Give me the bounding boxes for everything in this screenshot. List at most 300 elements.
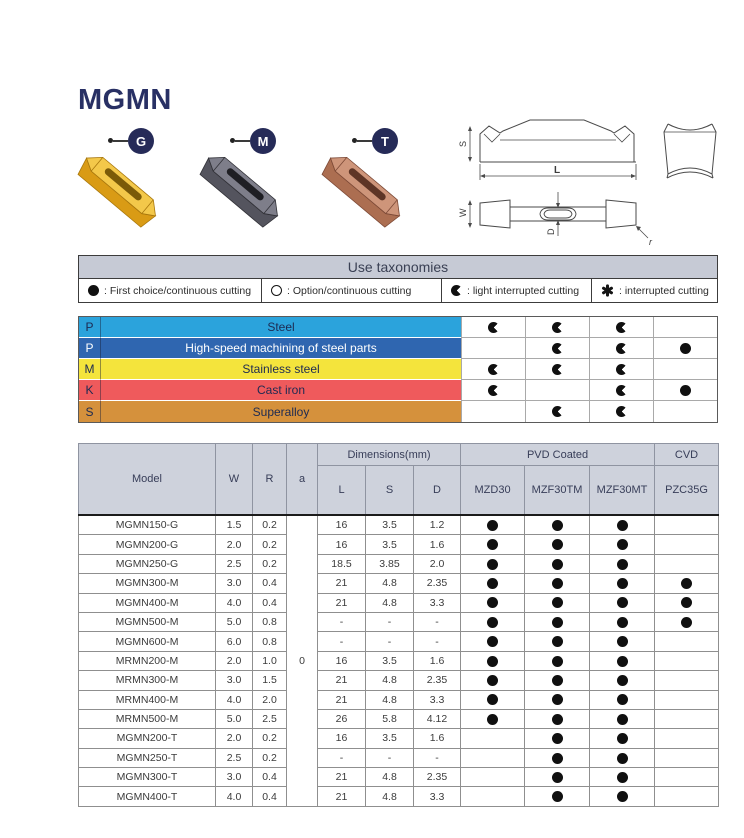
w-cell: 3.0 bbox=[216, 671, 253, 690]
mark-cell bbox=[461, 338, 525, 359]
r-cell: 0.2 bbox=[253, 554, 287, 573]
grade-mark-cell bbox=[525, 554, 590, 573]
w-cell: 5.0 bbox=[216, 612, 253, 631]
grade-mark-cell bbox=[461, 787, 525, 806]
l-cell: - bbox=[318, 612, 366, 631]
header-dimensions: Dimensions(mm) bbox=[318, 444, 461, 466]
header-s: S bbox=[366, 466, 414, 516]
mark-cell bbox=[653, 317, 717, 338]
grade-mark-cell bbox=[461, 671, 525, 690]
legend-label: : Option/continuous cutting bbox=[287, 284, 412, 297]
grade-mark-cell bbox=[655, 787, 719, 806]
half-circle-icon bbox=[616, 364, 627, 375]
spec-table bbox=[78, 443, 719, 807]
filled-circle-icon bbox=[487, 714, 498, 725]
l-cell: 21 bbox=[318, 671, 366, 690]
half-circle-icon bbox=[488, 322, 499, 333]
model-cell: MGMN500-M bbox=[79, 612, 216, 631]
l-cell: 16 bbox=[318, 515, 366, 535]
s-cell: 4.8 bbox=[366, 787, 414, 806]
grade-badge-t: T bbox=[372, 128, 398, 154]
filled-circle-icon bbox=[617, 675, 628, 686]
grade-mark-cell bbox=[655, 535, 719, 554]
filled-circle-icon bbox=[487, 675, 498, 686]
s-cell: 4.8 bbox=[366, 690, 414, 709]
spec-row bbox=[79, 651, 719, 670]
mark-cell bbox=[589, 380, 653, 401]
filled-circle-icon bbox=[617, 559, 628, 570]
model-cell: MGMN200-T bbox=[79, 729, 216, 748]
filled-circle-icon bbox=[681, 597, 692, 608]
d-cell: 2.35 bbox=[414, 574, 461, 593]
filled-circle-icon bbox=[487, 656, 498, 667]
material-code: P bbox=[79, 317, 101, 338]
s-cell: 3.5 bbox=[366, 729, 414, 748]
taxonomies-title: Use taxonomies bbox=[79, 256, 717, 279]
d-cell: 2.35 bbox=[414, 768, 461, 787]
material-code: K bbox=[79, 380, 101, 401]
legend-light-interrupted bbox=[441, 279, 591, 302]
grade-mark-cell bbox=[590, 593, 655, 612]
spec-row bbox=[79, 593, 719, 612]
dim-label-s: S bbox=[458, 140, 468, 147]
filled-circle-icon bbox=[552, 714, 563, 725]
mark-cell bbox=[525, 338, 589, 359]
mark-cell bbox=[525, 359, 589, 380]
s-cell: - bbox=[366, 748, 414, 767]
model-cell: MGMN400-T bbox=[79, 787, 216, 806]
header-w: W bbox=[216, 444, 253, 516]
filled-circle-icon bbox=[617, 520, 628, 531]
grade-mark-cell bbox=[655, 729, 719, 748]
w-cell: 2.0 bbox=[216, 729, 253, 748]
mark-cell bbox=[461, 359, 525, 380]
open-circle-icon bbox=[271, 285, 282, 296]
filled-circle-icon bbox=[487, 559, 498, 570]
s-cell: 4.8 bbox=[366, 768, 414, 787]
filled-circle-icon bbox=[552, 636, 563, 647]
taxonomy-row bbox=[79, 359, 717, 380]
s-cell: - bbox=[366, 632, 414, 651]
s-cell: 3.5 bbox=[366, 515, 414, 535]
grade-mark-cell bbox=[655, 632, 719, 651]
spec-row bbox=[79, 554, 719, 573]
l-cell: 16 bbox=[318, 729, 366, 748]
half-circle-icon bbox=[488, 364, 499, 375]
grade-mark-cell bbox=[461, 632, 525, 651]
r-cell: 0.4 bbox=[253, 787, 287, 806]
s-cell: 4.8 bbox=[366, 574, 414, 593]
filled-circle-icon bbox=[617, 714, 628, 725]
filled-circle-icon bbox=[552, 694, 563, 705]
grade-mark-cell bbox=[525, 593, 590, 612]
half-circle-icon bbox=[616, 322, 627, 333]
gray-insert-image bbox=[188, 132, 298, 242]
grade-mark-cell bbox=[655, 574, 719, 593]
r-cell: 0.8 bbox=[253, 632, 287, 651]
grade-mark-cell bbox=[590, 709, 655, 728]
l-cell: 21 bbox=[318, 574, 366, 593]
l-cell: 21 bbox=[318, 593, 366, 612]
filled-circle-icon bbox=[487, 578, 498, 589]
w-cell: 1.5 bbox=[216, 515, 253, 535]
connector-line bbox=[357, 140, 372, 142]
filled-circle-icon bbox=[681, 617, 692, 628]
w-cell: 3.0 bbox=[216, 574, 253, 593]
grade-mark-cell bbox=[590, 748, 655, 767]
w-cell: 4.0 bbox=[216, 690, 253, 709]
grade-mark-cell bbox=[525, 690, 590, 709]
spec-row bbox=[79, 768, 719, 787]
filled-circle-icon bbox=[617, 597, 628, 608]
grade-mark-cell bbox=[655, 612, 719, 631]
model-cell: MRMN400-M bbox=[79, 690, 216, 709]
s-cell: 3.5 bbox=[366, 651, 414, 670]
r-cell: 0.4 bbox=[253, 768, 287, 787]
material-name: Cast iron bbox=[101, 380, 461, 401]
grade-badge-g: G bbox=[128, 128, 154, 154]
grade-mark-cell bbox=[525, 768, 590, 787]
grade-mark-cell bbox=[590, 651, 655, 670]
material-code: M bbox=[79, 359, 101, 380]
half-circle-icon bbox=[552, 364, 563, 375]
grade-mark-cell bbox=[655, 709, 719, 728]
star-icon bbox=[601, 284, 614, 297]
header-pvd-coated: PVD Coated bbox=[461, 444, 655, 466]
grade-mark-cell bbox=[655, 593, 719, 612]
spec-row bbox=[79, 690, 719, 709]
half-circle-icon bbox=[488, 385, 499, 396]
w-cell: 4.0 bbox=[216, 593, 253, 612]
legend-label: : interrupted cutting bbox=[619, 284, 709, 297]
d-cell: 3.3 bbox=[414, 593, 461, 612]
grade-mark-cell bbox=[590, 515, 655, 535]
d-cell: - bbox=[414, 612, 461, 631]
spec-row bbox=[79, 709, 719, 728]
l-cell: 21 bbox=[318, 787, 366, 806]
filled-circle-icon bbox=[617, 694, 628, 705]
grade-mark-cell bbox=[590, 574, 655, 593]
filled-circle-icon bbox=[680, 385, 691, 396]
model-cell: MGMN300-M bbox=[79, 574, 216, 593]
header-a: a bbox=[287, 444, 318, 516]
l-cell: 16 bbox=[318, 535, 366, 554]
half-circle-icon bbox=[552, 343, 563, 354]
w-cell: 2.0 bbox=[216, 535, 253, 554]
filled-circle-icon bbox=[681, 578, 692, 589]
filled-circle-icon bbox=[552, 578, 563, 589]
header-grade-mzf30tm: MZF30TM bbox=[525, 466, 590, 516]
filled-circle-icon bbox=[617, 578, 628, 589]
spec-row bbox=[79, 574, 719, 593]
mark-cell bbox=[461, 401, 525, 422]
model-cell: MGMN300-T bbox=[79, 768, 216, 787]
grade-mark-cell bbox=[590, 690, 655, 709]
w-cell: 6.0 bbox=[216, 632, 253, 651]
r-cell: 2.0 bbox=[253, 690, 287, 709]
l-cell: - bbox=[318, 748, 366, 767]
r-cell: 0.2 bbox=[253, 748, 287, 767]
taxonomy-row bbox=[79, 317, 717, 338]
filled-circle-icon bbox=[552, 539, 563, 550]
mark-cell bbox=[589, 317, 653, 338]
filled-circle-icon bbox=[552, 791, 563, 802]
l-cell: 18.5 bbox=[318, 554, 366, 573]
l-cell: 26 bbox=[318, 709, 366, 728]
d-cell: 3.3 bbox=[414, 690, 461, 709]
material-name: Steel bbox=[101, 317, 461, 338]
grade-mark-cell bbox=[590, 535, 655, 554]
filled-circle-icon bbox=[617, 636, 628, 647]
taxonomy-row bbox=[79, 338, 717, 359]
material-name: High-speed machining of steel parts bbox=[101, 338, 461, 359]
page-title: MGMN bbox=[78, 84, 172, 116]
grade-mark-cell bbox=[461, 535, 525, 554]
product-insert-g bbox=[66, 116, 194, 246]
header-d: D bbox=[414, 466, 461, 516]
half-circle-icon bbox=[616, 406, 627, 417]
mark-cell bbox=[525, 401, 589, 422]
material-name: Stainless steel bbox=[101, 359, 461, 380]
d-cell: 4.12 bbox=[414, 709, 461, 728]
mark-cell bbox=[589, 359, 653, 380]
mark-cell bbox=[653, 338, 717, 359]
filled-circle-icon bbox=[487, 539, 498, 550]
half-circle-icon bbox=[616, 385, 627, 396]
model-cell: MGMN200-G bbox=[79, 535, 216, 554]
s-cell: 4.8 bbox=[366, 593, 414, 612]
material-name: Superalloy bbox=[101, 401, 461, 422]
spec-row bbox=[79, 729, 719, 748]
mark-cell bbox=[653, 401, 717, 422]
filled-circle-icon bbox=[487, 520, 498, 531]
header-grade-pzc35g: PZC35G bbox=[655, 466, 719, 516]
taxonomy-row bbox=[79, 401, 717, 422]
grade-mark-cell bbox=[655, 554, 719, 573]
filled-circle-icon bbox=[88, 285, 99, 296]
material-taxonomy-table bbox=[78, 316, 718, 423]
filled-circle-icon bbox=[617, 539, 628, 550]
grade-mark-cell bbox=[590, 787, 655, 806]
filled-circle-icon bbox=[552, 656, 563, 667]
grade-mark-cell bbox=[525, 574, 590, 593]
grade-mark-cell bbox=[525, 535, 590, 554]
grade-mark-cell bbox=[461, 574, 525, 593]
technical-drawing bbox=[456, 114, 744, 250]
model-cell: MGMN150-G bbox=[79, 515, 216, 535]
grade-mark-cell bbox=[525, 651, 590, 670]
grade-mark-cell bbox=[525, 632, 590, 651]
material-code: P bbox=[79, 338, 101, 359]
grade-mark-cell bbox=[461, 729, 525, 748]
spec-row bbox=[79, 612, 719, 631]
grade-mark-cell bbox=[655, 748, 719, 767]
r-cell: 0.2 bbox=[253, 515, 287, 535]
model-cell: MRMN300-M bbox=[79, 671, 216, 690]
filled-circle-icon bbox=[617, 772, 628, 783]
model-cell: MRMN200-M bbox=[79, 651, 216, 670]
mark-cell bbox=[525, 317, 589, 338]
grade-mark-cell bbox=[525, 709, 590, 728]
mark-cell bbox=[589, 401, 653, 422]
model-cell: MGMN250-T bbox=[79, 748, 216, 767]
half-circle-icon bbox=[451, 285, 462, 296]
mark-cell bbox=[525, 380, 589, 401]
grade-badge-m: M bbox=[250, 128, 276, 154]
spec-row bbox=[79, 632, 719, 651]
header-cvd: CVD bbox=[655, 444, 719, 466]
grade-mark-cell bbox=[655, 671, 719, 690]
spec-table-body bbox=[79, 515, 719, 806]
legend-first-choice bbox=[79, 279, 261, 302]
filled-circle-icon bbox=[487, 597, 498, 608]
s-cell: - bbox=[366, 612, 414, 631]
half-circle-icon bbox=[552, 406, 563, 417]
grade-mark-cell bbox=[525, 748, 590, 767]
filled-circle-icon bbox=[487, 694, 498, 705]
legend-label: : First choice/continuous cutting bbox=[104, 284, 252, 297]
filled-circle-icon bbox=[552, 559, 563, 570]
grade-mark-cell bbox=[461, 515, 525, 535]
filled-circle-icon bbox=[680, 343, 691, 354]
grade-mark-cell bbox=[655, 768, 719, 787]
r-cell: 0.2 bbox=[253, 535, 287, 554]
d-cell: - bbox=[414, 748, 461, 767]
grade-mark-cell bbox=[590, 612, 655, 631]
spec-row bbox=[79, 671, 719, 690]
d-cell: 3.3 bbox=[414, 787, 461, 806]
gold-insert-image bbox=[66, 132, 176, 242]
w-cell: 3.0 bbox=[216, 768, 253, 787]
mark-cell bbox=[589, 338, 653, 359]
grade-mark-cell bbox=[525, 671, 590, 690]
grade-mark-cell bbox=[590, 632, 655, 651]
s-cell: 3.85 bbox=[366, 554, 414, 573]
r-cell: 0.4 bbox=[253, 574, 287, 593]
w-cell: 2.0 bbox=[216, 651, 253, 670]
grade-mark-cell bbox=[590, 554, 655, 573]
connector-line bbox=[235, 140, 250, 142]
taxonomy-legend bbox=[79, 279, 717, 302]
l-cell: 16 bbox=[318, 651, 366, 670]
header-model: Model bbox=[79, 444, 216, 516]
d-cell: 1.6 bbox=[414, 729, 461, 748]
header-r: R bbox=[253, 444, 287, 516]
filled-circle-icon bbox=[487, 636, 498, 647]
dim-label-r: r bbox=[649, 237, 652, 247]
dim-label-l: L bbox=[554, 165, 561, 176]
s-cell: 4.8 bbox=[366, 671, 414, 690]
w-cell: 5.0 bbox=[216, 709, 253, 728]
grade-mark-cell bbox=[655, 515, 719, 535]
filled-circle-icon bbox=[617, 753, 628, 764]
mark-cell bbox=[461, 380, 525, 401]
spec-row bbox=[79, 535, 719, 554]
grade-mark-cell bbox=[461, 768, 525, 787]
connector-line bbox=[113, 140, 128, 142]
model-cell: MRMN500-M bbox=[79, 709, 216, 728]
r-cell: 2.5 bbox=[253, 709, 287, 728]
r-cell: 1.0 bbox=[253, 651, 287, 670]
filled-circle-icon bbox=[552, 675, 563, 686]
grade-mark-cell bbox=[525, 612, 590, 631]
d-cell: 1.6 bbox=[414, 535, 461, 554]
filled-circle-icon bbox=[552, 753, 563, 764]
d-cell: 1.2 bbox=[414, 515, 461, 535]
legend-interrupted bbox=[591, 279, 717, 302]
legend-option bbox=[261, 279, 441, 302]
filled-circle-icon bbox=[617, 617, 628, 628]
s-cell: 3.5 bbox=[366, 535, 414, 554]
spec-row bbox=[79, 515, 719, 535]
legend-label: : light interrupted cutting bbox=[467, 284, 580, 297]
grade-mark-cell bbox=[461, 593, 525, 612]
half-circle-icon bbox=[552, 322, 563, 333]
r-cell: 0.4 bbox=[253, 593, 287, 612]
dim-label-d: D bbox=[546, 228, 556, 235]
product-insert-m bbox=[188, 116, 316, 246]
d-cell: 1.6 bbox=[414, 651, 461, 670]
header-grade-mzf30mt: MZF30MT bbox=[590, 466, 655, 516]
grade-mark-cell bbox=[590, 768, 655, 787]
filled-circle-icon bbox=[487, 617, 498, 628]
grade-mark-cell bbox=[461, 612, 525, 631]
w-cell: 2.5 bbox=[216, 554, 253, 573]
spec-row bbox=[79, 748, 719, 767]
d-cell: 2.35 bbox=[414, 671, 461, 690]
mark-cell bbox=[653, 380, 717, 401]
model-cell: MGMN250-G bbox=[79, 554, 216, 573]
grade-mark-cell bbox=[525, 787, 590, 806]
r-cell: 0.8 bbox=[253, 612, 287, 631]
grade-mark-cell bbox=[655, 651, 719, 670]
header-l: L bbox=[318, 466, 366, 516]
filled-circle-icon bbox=[552, 520, 563, 531]
l-cell: 21 bbox=[318, 768, 366, 787]
mark-cell bbox=[653, 359, 717, 380]
header-grade-mzd30: MZD30 bbox=[461, 466, 525, 516]
a-value-cell: 0 bbox=[287, 515, 318, 806]
grade-mark-cell bbox=[655, 690, 719, 709]
model-cell: MGMN400-M bbox=[79, 593, 216, 612]
filled-circle-icon bbox=[617, 733, 628, 744]
filled-circle-icon bbox=[617, 791, 628, 802]
d-cell: - bbox=[414, 632, 461, 651]
mark-cell bbox=[461, 317, 525, 338]
r-cell: 1.5 bbox=[253, 671, 287, 690]
filled-circle-icon bbox=[617, 656, 628, 667]
copper-insert-image bbox=[310, 132, 420, 242]
filled-circle-icon bbox=[552, 733, 563, 744]
s-cell: 5.8 bbox=[366, 709, 414, 728]
w-cell: 4.0 bbox=[216, 787, 253, 806]
filled-circle-icon bbox=[552, 617, 563, 628]
grade-mark-cell bbox=[590, 729, 655, 748]
grade-mark-cell bbox=[525, 515, 590, 535]
dim-label-w: W bbox=[458, 208, 468, 217]
d-cell: 2.0 bbox=[414, 554, 461, 573]
half-circle-icon bbox=[616, 343, 627, 354]
grade-mark-cell bbox=[525, 729, 590, 748]
product-insert-t bbox=[310, 116, 438, 246]
grade-mark-cell bbox=[461, 690, 525, 709]
model-cell: MGMN600-M bbox=[79, 632, 216, 651]
spec-row bbox=[79, 787, 719, 806]
product-images bbox=[66, 116, 466, 246]
grade-mark-cell bbox=[590, 671, 655, 690]
w-cell: 2.5 bbox=[216, 748, 253, 767]
spec-table-header bbox=[79, 444, 719, 516]
